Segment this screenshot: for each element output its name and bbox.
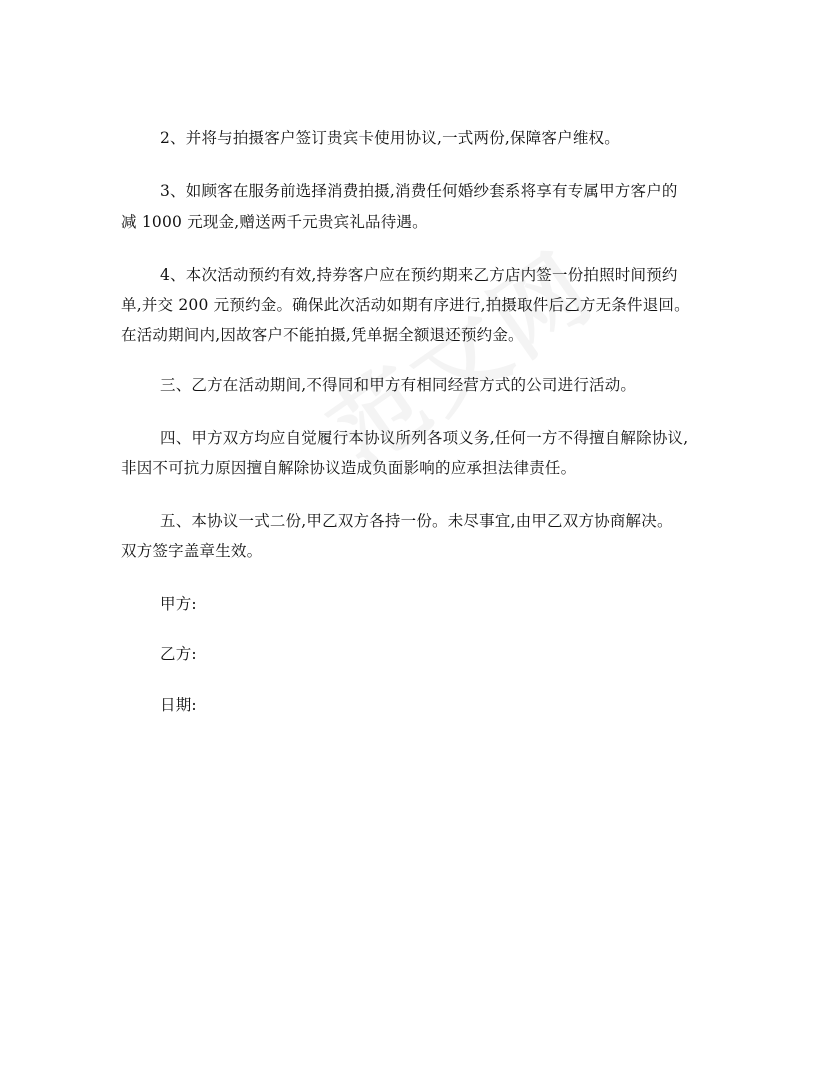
section-4-line-2: 非因不可抗力原因擅自解除协议造成负面影响的应承担法律责任。 [121,459,577,477]
date-label: 日期: [160,696,197,714]
clause-4-line-1: 4、本次活动预约有效,持券客户应在预约期来乙方店内签一份拍照时间预约 [160,266,678,284]
party-a-signature-label: 甲方: [160,595,197,613]
section-3: 三、乙方在活动期间,不得同和甲方有相同经营方式的公司进行活动。 [160,376,637,394]
clause-4-line-3: 在活动期间内,因故客户不能拍摄,凭单据全额退还预约金。 [121,326,524,344]
party-b-signature-label: 乙方: [160,645,197,663]
clause-4-line-2: 单,并交 200 元预约金。确保此次活动如期有序进行,拍摄取件后乙方无条件退回。 [121,296,690,314]
clause-3-line-1: 3、如顾客在服务前选择消费拍摄,消费任何婚纱套系将享有专属甲方客户的 [160,182,678,200]
section-5-line-1: 五、本协议一式二份,甲乙双方各持一份。未尽事宜,由甲乙双方协商解决。 [160,512,673,530]
clause-2: 2、并将与拍摄客户签订贵宾卡使用协议,一式两份,保障客户维权。 [160,129,620,147]
section-4-line-1: 四、甲方双方均应自觉履行本协议所列各项义务,任何一方不得擅自解除协议, [160,429,689,447]
watermark [300,216,617,493]
section-5-line-2: 双方签字盖章生效。 [121,542,263,560]
clause-3-line-2: 减 1000 元现金,赠送两千元贵宾礼品待遇。 [121,213,428,231]
